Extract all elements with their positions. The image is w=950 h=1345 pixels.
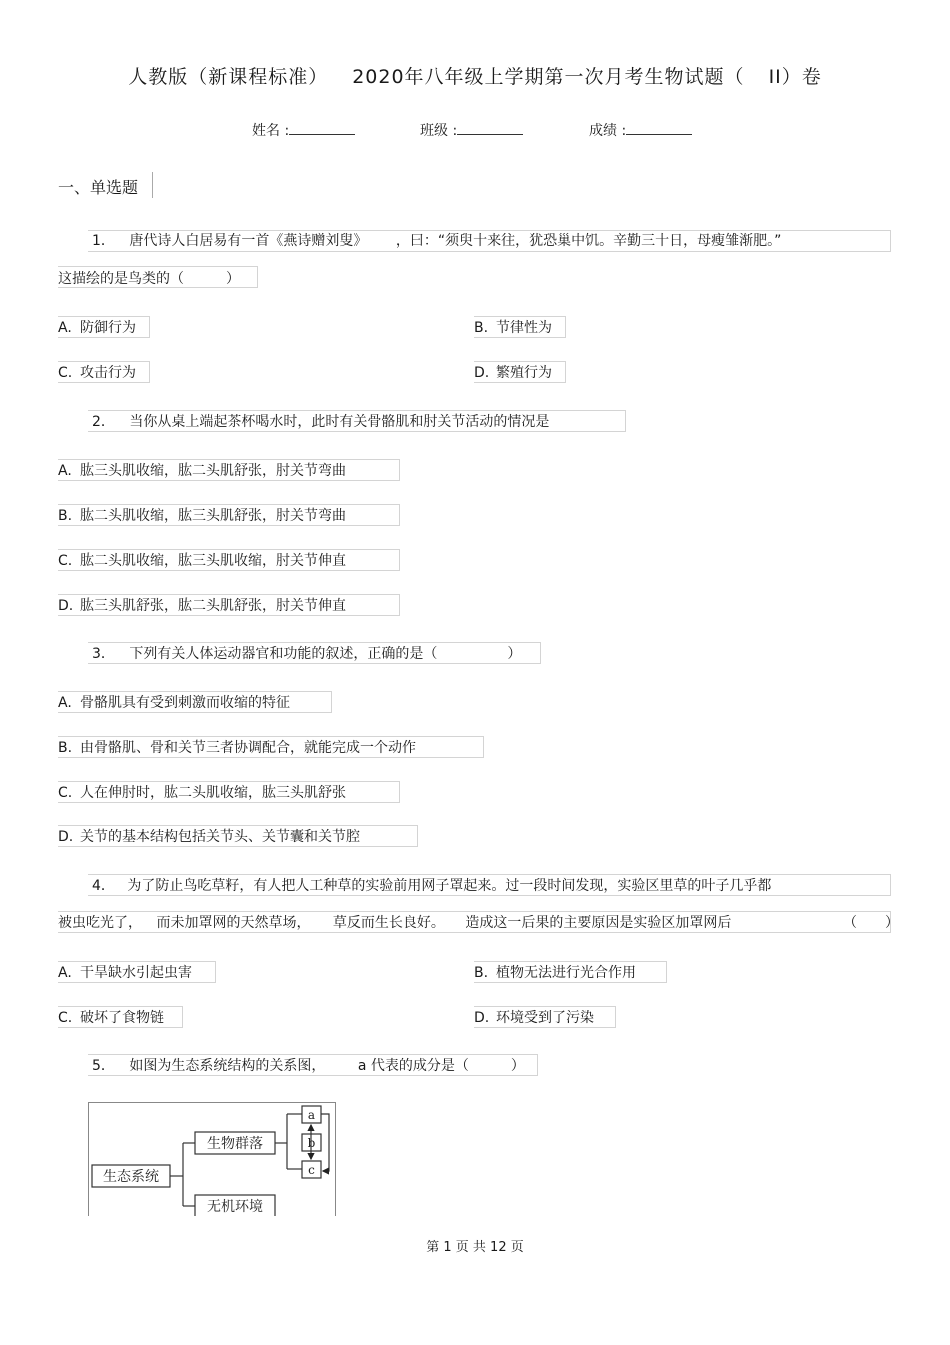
option-letter: D.: [58, 829, 74, 845]
title-rest: 2020年八年级上学期第一次月考生物试题（: [352, 66, 745, 88]
option-letter: A.: [58, 320, 72, 336]
q5-text: 如图为生态系统结构的关系图，: [129, 1058, 326, 1074]
q1-option-d[interactable]: [474, 362, 552, 382]
option-letter: A.: [58, 463, 72, 479]
q2-option-c[interactable]: [58, 550, 346, 570]
q4-option-b[interactable]: [474, 962, 636, 982]
q1-option-a[interactable]: [58, 317, 136, 337]
option-letter: D.: [474, 1010, 490, 1026]
option-letter: D.: [58, 598, 74, 614]
option-text: 节律性为: [496, 320, 552, 336]
title-close: ）卷: [781, 66, 822, 88]
diagram-svg: [89, 1103, 335, 1216]
option-text: 破坏了食物链: [80, 1010, 164, 1026]
q1-line1: [92, 230, 781, 250]
option-letter: C.: [58, 553, 73, 569]
option-letter: B.: [474, 965, 489, 981]
q4-option-d[interactable]: [474, 1007, 594, 1027]
page-title: [0, 62, 950, 89]
q2-option-b[interactable]: [58, 505, 346, 525]
q4-option-c[interactable]: [58, 1007, 164, 1027]
q5-number: 5．: [92, 1058, 115, 1074]
q1-text-cont: ，曰：“须臾十来往，犹恐巢中饥。辛勤三十日，母瘦雏渐肥。”: [395, 233, 782, 249]
option-letter: A.: [58, 965, 72, 981]
option-text: 骨骼肌具有受到刺激而收缩的特征: [80, 695, 290, 711]
option-text: 繁殖行为: [496, 365, 552, 381]
q3-option-c[interactable]: [58, 782, 346, 802]
option-text: 肱二头肌收缩，肱三头肌收缩，肘关节伸直: [80, 553, 346, 569]
q5-line1: [92, 1055, 525, 1075]
q4-line1: [92, 875, 771, 895]
option-letter: B.: [474, 320, 489, 336]
option-letter: C.: [58, 365, 73, 381]
title-roman: II: [768, 66, 782, 88]
q3-text: 下列有关人体运动器官和功能的叙述，正确的是（ ）: [129, 646, 522, 662]
q1-option-b[interactable]: [474, 317, 552, 337]
option-letter: C.: [58, 1010, 73, 1026]
q4-text-part: 草反而生长良好。: [332, 915, 445, 931]
class-label: 班级 :: [420, 123, 458, 139]
title-main: 人教版（新课程标准）: [128, 66, 329, 88]
community-label: 生物群落: [207, 1136, 263, 1152]
q2-number: 2．: [92, 414, 115, 430]
q3-line1: [92, 643, 521, 663]
option-text: 防御行为: [80, 320, 136, 336]
q1-number: 1．: [92, 233, 115, 249]
option-text: 由骨骼肌、骨和关节三者协调配合，就能完成一个动作: [80, 740, 416, 756]
q4-number: 4．: [92, 878, 115, 894]
q2-option-a[interactable]: [58, 460, 346, 480]
score-blank[interactable]: [626, 120, 692, 135]
q4-option-a[interactable]: [58, 962, 192, 982]
option-text: 人在伸肘时，肱二头肌收缩，肱三头肌舒张: [80, 785, 346, 801]
q2-option-d[interactable]: [58, 595, 346, 615]
label-b: b: [307, 1136, 316, 1150]
option-text: 关节的基本结构包括关节头、关节囊和关节腔: [80, 829, 360, 845]
option-letter: B.: [58, 508, 73, 524]
q4-line2: [58, 912, 731, 932]
option-text: 干旱缺水引起虫害: [80, 965, 192, 981]
q2-line1: [92, 411, 549, 431]
class-blank[interactable]: [457, 120, 523, 135]
q3-option-d[interactable]: [58, 826, 360, 846]
label-c: c: [308, 1163, 315, 1177]
q4-text-part: 而未加罩网的天然草场，: [156, 915, 311, 931]
option-text: 环境受到了污染: [496, 1010, 594, 1026]
option-text: 攻击行为: [80, 365, 136, 381]
q4-text-part: 造成这一后果的主要原因是实验区加罩网后: [465, 915, 732, 931]
score-field[interactable]: [589, 120, 692, 140]
section-heading: 一、单选题: [58, 178, 139, 197]
q3-number: 3．: [92, 646, 115, 662]
score-label: 成绩 :: [589, 123, 627, 139]
name-label: 姓名 :: [252, 123, 290, 139]
q5-text-cont: a 代表的成分是（ ）: [357, 1058, 525, 1074]
ecosystem-diagram: [88, 1102, 336, 1216]
arrow-a-to-c: [321, 1114, 329, 1171]
page-footer: 第 1 页 共 12 页: [426, 1240, 524, 1255]
option-text: 植物无法进行光合作用: [496, 965, 636, 981]
q3-option-a[interactable]: [58, 692, 290, 712]
option-letter: B.: [58, 740, 73, 756]
q4-text: 为了防止鸟吃草籽，有人把人工种草的实验前用网子罩起来。过一段时间发现，实验区里草的叶子几乎都: [127, 878, 772, 894]
q2-text: 当你从桌上端起茶杯喝水时，此时有关骨骼肌和肘关节活动的情况是: [129, 414, 550, 430]
name-field[interactable]: [252, 120, 355, 140]
option-text: 肱三头肌收缩，肱二头肌舒张，肘关节弯曲: [80, 463, 346, 479]
option-letter: A.: [58, 695, 72, 711]
q1-option-c[interactable]: [58, 362, 136, 382]
label-a: a: [307, 1108, 316, 1122]
class-field[interactable]: [420, 120, 523, 140]
option-letter: D.: [474, 365, 490, 381]
q4-text-part: 被虫吃光了，: [58, 915, 142, 931]
option-text: 肱二头肌收缩，肱三头肌舒张，肘关节弯曲: [80, 508, 346, 524]
ecosystem-label: 生态系统: [103, 1169, 159, 1185]
abiotic-label: 无机环境: [207, 1199, 263, 1215]
q4-answer-parens: （ ）: [843, 915, 899, 931]
option-letter: C.: [58, 785, 73, 801]
option-text: 肱三头肌舒张，肱二头肌舒张，肘关节伸直: [80, 598, 346, 614]
q1-text: 唐代诗人白居易有一首《燕诗赠刘叟》: [129, 233, 368, 249]
name-blank[interactable]: [289, 120, 355, 135]
q1-line2: 这描绘的是鸟类的（ ）: [58, 271, 240, 287]
section-divider: [152, 172, 153, 198]
q3-option-b[interactable]: [58, 737, 416, 757]
